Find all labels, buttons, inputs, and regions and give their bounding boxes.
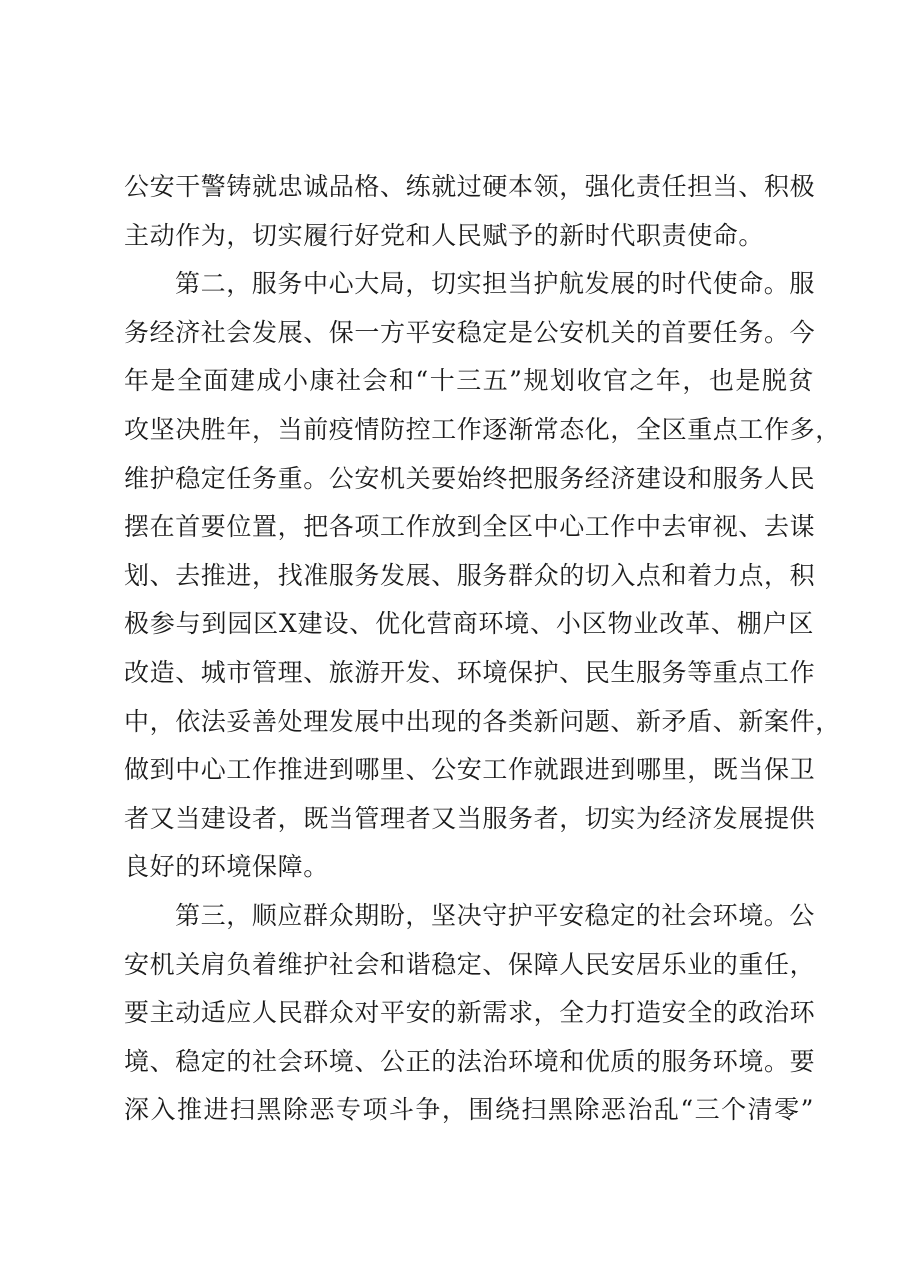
text-line: 境、稳定的社会环境、公正的法治环境和优质的服务环境。要 [124,1046,816,1076]
text-line: 深入推进扫黑除恶专项斗争，围绕扫黑除恶治乱“三个清零” [124,1095,814,1125]
text-line: 公安干警铸就忠诚品格、练就过硬本领，强化责任担当、积极 [124,172,816,201]
text-line: 划、去推进，找准服务发展、服务群众的切入点和着力点，积 [124,560,816,590]
text-line: 者又当建设者，既当管理者又当服务者，切实为经济发展提供 [124,803,816,833]
text-line: 务经济社会发展、保一方平安稳定是公安机关的首要任务。今 [124,317,816,347]
text-line: 做到中心工作推进到哪里、公安工作就跟进到哪里，既当保卫 [124,755,816,785]
text-line: 良好的环境保障。 [124,852,329,882]
text-line: 改造、城市管理、旅游开发、环境保护、民生服务等重点工作 [124,657,816,687]
text-line: 第三，顺应群众期盼，坚决守护平安稳定的社会环境。公 [175,900,816,930]
text-line: 攻坚决胜年，当前疫情防控工作逐渐常态化，全区重点工作多， [124,414,841,444]
text-line: 极参与到园区X建设、优化营商环境、小区物业改革、棚户区 [124,609,814,639]
text-line: 中，依法妥善处理发展中出现的各类新问题、新矛盾、新案件， [124,706,841,736]
text-line: 摆在首要位置，把各项工作放到全区中心工作中去审视、去谋 [124,512,816,542]
text-line: 维护稳定任务重。公安机关要始终把服务经济建设和服务人民 [124,463,816,493]
text-line: 主动作为，切实履行好党和人民赋予的新时代职责使命。 [124,220,765,250]
text-line: 安机关肩负着维护社会和谐稳定、保障人民安居乐业的重任， [124,949,816,979]
text-line: 年是全面建成小康社会和“十三五”规划收官之年，也是脱贫 [124,366,814,396]
document-body [124,163,841,1135]
text-line: 第二，服务中心大局，切实担当护航发展的时代使命。服 [175,269,816,299]
text-line: 要主动适应人民群众对平安的新需求，全力打造安全的政治环 [124,998,816,1028]
